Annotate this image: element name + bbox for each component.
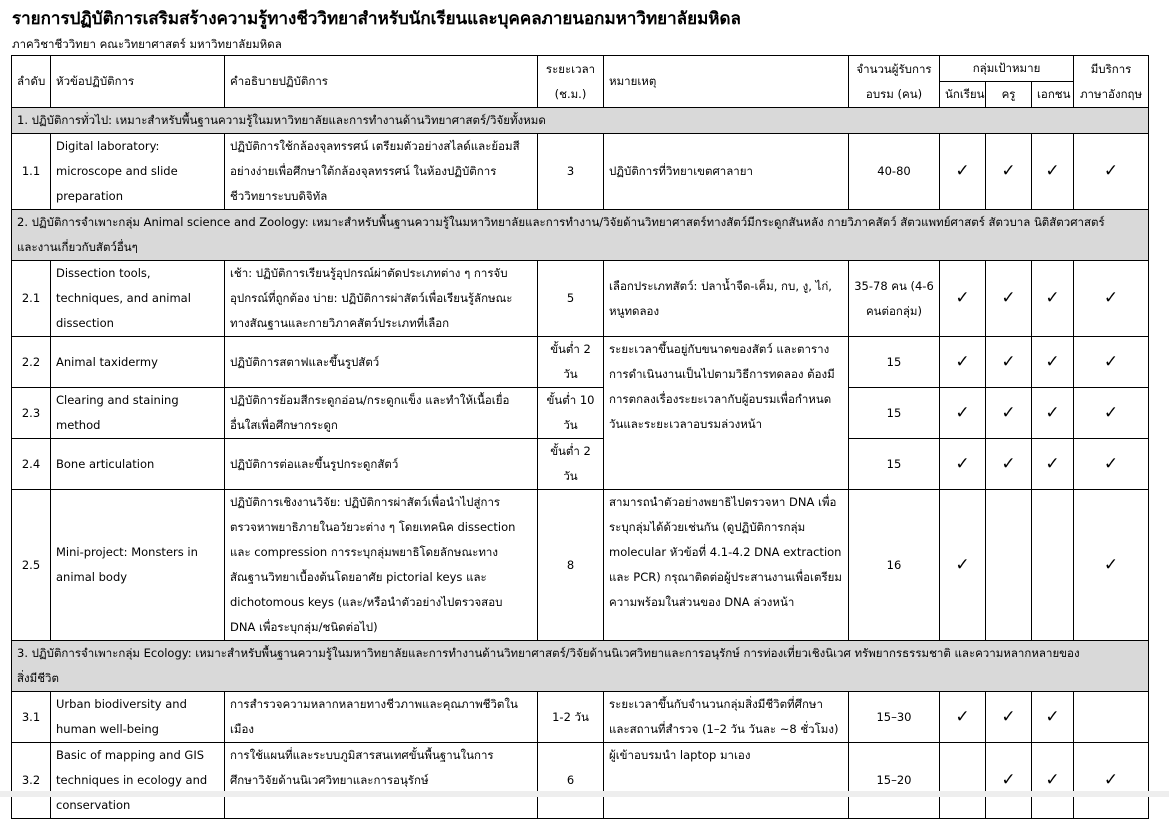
check-icon: ✓ [1032, 743, 1074, 819]
header-topic: หัวข้อปฏิบัติการ [51, 56, 225, 108]
check-icon: ✓ [940, 388, 986, 439]
header-duration: ระยะเวลา (ช.ม.) [538, 56, 604, 108]
header-no: ลำดับ [12, 56, 51, 108]
page-subtitle: ภาควิชาชีววิทยา คณะวิทยาศาสตร์ มหาวิทยาลัยมหิดล [12, 37, 282, 51]
check-icon: ✓ [986, 337, 1032, 388]
table-row: 2.3 Clearing and staining method ปฏิบัติการย้อมสีกระดูกอ่อน/กระดูกแข็ง และทำให้เนื้อเยื่อ อื่นใสเพื่อศึกษากระดูก ขั้นต่ำ 10 วัน 15 ✓ ✓ ✓ ✓ [12, 388, 1149, 439]
table-row: 2.5 Mini-project: Monsters in animal body ปฏิบัติการเชิงงานวิจัย: ปฏิบัติการผ่าสัตว์เพื่อนำไปสู่การ ตรวจหาพยาธิภายในอวัยวะต่าง ๆ โดยเทคนิค dissection และ compression การระบุกลุ่มพยาธิโดยลักษณะทาง สัณฐานวิทยาเบื้องต้นโดยอาศัย pictorial keys และ dichotomous keys (และ/หรือนำตัวอย่างไปตรวจสอบ DNA เพื่อระบุกลุ่ม/ชนิดต่อไป) 8 สามารถนำตัวอย่างพยาธิไปตรวจหา DNA เพื่อ ระบุกลุ่มได้ด้วยเช่นกัน (ดูปฏิบัติการกลุ่ม molecular หัวข้อที่ 4.1-4.2 DNA extraction และ PCR) กรุณาติดต่อผู้ประสานงานเพื่อเตรียม ความพร้อมในส่วนของ DNA ล่วงหน้า 16 ✓ ✓ [12, 490, 1149, 641]
check-icon: ✓ [940, 490, 986, 641]
header-english: มีบริการ ภาษาอังกฤษ [1074, 56, 1149, 108]
header-note: หมายเหตุ [604, 56, 849, 108]
check-icon: ✓ [986, 692, 1032, 743]
check-icon: ✓ [1032, 439, 1074, 490]
check-icon: ✓ [940, 261, 986, 337]
check-icon: ✓ [1074, 439, 1149, 490]
check-icon: ✓ [1032, 388, 1074, 439]
table-row: 3.2 Basic of mapping and GIS techniques in ecology and conservation การใช้แผนที่และระบบภูมิสารสนเทศขั้นพื้นฐานในการ ศึกษาวิจัยด้านนิเวศวิทยาและการอนุรักษ์ 6 ผู้เข้าอบรมนำ laptop มาเอง 15–20 ✓ ✓ ✓ [12, 743, 1149, 819]
section-row-3: 3. ปฏิบัติการจำเพาะกลุ่ม Ecology: เหมาะสำหรับพื้นฐานความรู้ในมหาวิทยาลัยและการทำงานด้านวิทยาศาสตร์/วิจัยด้านนิเวศวิทยาและการอนุรักษ์ การท่องเที่ยวเชิงนิเวศ ทรัพยากรธรรมชาติ และความหลากหลายของ สิ่งมีชีวิต [12, 641, 1149, 692]
check-icon: ✓ [986, 261, 1032, 337]
header-desc: คำอธิบายปฏิบัติการ [225, 56, 538, 108]
check-icon: ✓ [940, 439, 986, 490]
check-icon: ✓ [1032, 692, 1074, 743]
header-target: กลุ่มเป้าหมาย [940, 56, 1074, 82]
check-icon: ✓ [940, 337, 986, 388]
check-icon: ✓ [1074, 261, 1149, 337]
check-icon: ✓ [1074, 490, 1149, 641]
table-row: 2.1 Dissection tools, techniques, and animal dissection เช้า: ปฏิบัติการเรียนรู้อุปกรณ์ผ่าตัดประเภทต่าง ๆ การจับ อุปกรณ์ที่ถูกต้อง บ่าย: ปฏิบัติการผ่าสัตว์เพื่อเรียนรู้ลักษณะ ทางสัณฐานและกายวิภาคสัตว์ประเภทที่เลือก 5 เลือกประเภทสัตว์: ปลาน้ำจืด-เค็ม, กบ, งู, ไก่, หนูทดลอง 35-78 คน (4-6 คนต่อกลุ่ม) ✓ ✓ ✓ ✓ [12, 261, 1149, 337]
header-teacher: ครู [986, 82, 1032, 108]
header-count: จำนวนผู้รับการ อบรม (คน) [849, 56, 940, 108]
check-icon: ✓ [986, 439, 1032, 490]
table-row: 2.4 Bone articulation ปฏิบัติการต่อและขึ้นรูปกระดูกสัตว์ ขั้นต่ำ 2 วัน 15 ✓ ✓ ✓ ✓ [12, 439, 1149, 490]
table-row: 3.1 Urban biodiversity and human well-being การสำรวจความหลากหลายทางชีวภาพและคุณภาพชีวิตใน เมือง 1-2 วัน ระยะเวลาขึ้นกับจำนวนกลุ่มสิ่งมีชีวิตที่ศึกษา และสถานที่สำรวจ (1–2 วัน วันละ ~8 ชั่วโมง) 15–30 ✓ ✓ ✓ [12, 692, 1149, 743]
check-icon: ✓ [1032, 134, 1074, 210]
check-icon: ✓ [1074, 337, 1149, 388]
check-icon: ✓ [1074, 743, 1149, 819]
activity-table [11, 55, 1149, 819]
header-student: นักเรียน [940, 82, 986, 108]
check-icon: ✓ [1032, 337, 1074, 388]
page-title: รายการปฏิบัติการเสริมสร้างความรู้ทางชีววิทยาสำหรับนักเรียนและบุคคลภายนอกมหาวิทยาลัยมหิดล [12, 9, 741, 29]
check-icon: ✓ [986, 743, 1032, 819]
check-icon: ✓ [986, 388, 1032, 439]
header-private: เอกชน [1032, 82, 1074, 108]
page-bottom-bar [0, 791, 1169, 797]
check-icon: ✓ [1074, 134, 1149, 210]
check-icon: ✓ [940, 134, 986, 210]
table-row: 2.2 Animal taxidermy ปฏิบัติการสตาฟและขึ้นรูปสัตว์ ขั้นต่ำ 2 วัน ระยะเวลาขึ้นอยู่กับขนาดของสัตว์ และตาราง การดำเนินงานเป็นไปตามวิธีการทดลอง ต้องมี การตกลงเรื่องระยะเวลากับผู้อบรมเพื่อกำหนด วันและระยะเวลาอบรมล่วงหน้า 15 ✓ ✓ ✓ ✓ [12, 337, 1149, 388]
check-icon: ✓ [940, 692, 986, 743]
check-icon: ✓ [1032, 261, 1074, 337]
section-row-1: 1. ปฏิบัติการทั่วไป: เหมาะสำหรับพื้นฐานความรู้ในมหาวิทยาลัยและการทำงานด้านวิทยาศาสตร์/วิจัยทั้งหมด [12, 108, 1149, 134]
check-icon: ✓ [986, 134, 1032, 210]
table-row: 1.1 Digital laboratory: microscope and slide preparation ปฏิบัติการใช้กล้องจุลทรรศน์ เตรียมตัวอย่างสไลด์และย้อมสี อย่างง่ายเพื่อศึกษาใต้กล้องจุลทรรศน์ ในห้องปฏิบัติการ ชีววิทยาระบบดิจิทัล 3 ปฏิบัติการที่วิทยาเขตศาลายา 40-80 ✓ ✓ ✓ ✓ [12, 134, 1149, 210]
section-row-2: 2. ปฏิบัติการจำเพาะกลุ่ม Animal science and Zoology: เหมาะสำหรับพื้นฐานความรู้ในมหาวิทยาลัยและการทำงาน/วิจัยด้านวิทยาศาสตร์ทางสัตว์มีกระดูกสันหลัง กายวิภาคสัตว์ สัตวแพทย์ศาสตร์ สัตวบาล นิติสัตวศาสตร์ และงานเกี่ยวกับสัตว์อื่นๆ [12, 210, 1149, 261]
check-icon: ✓ [1074, 388, 1149, 439]
